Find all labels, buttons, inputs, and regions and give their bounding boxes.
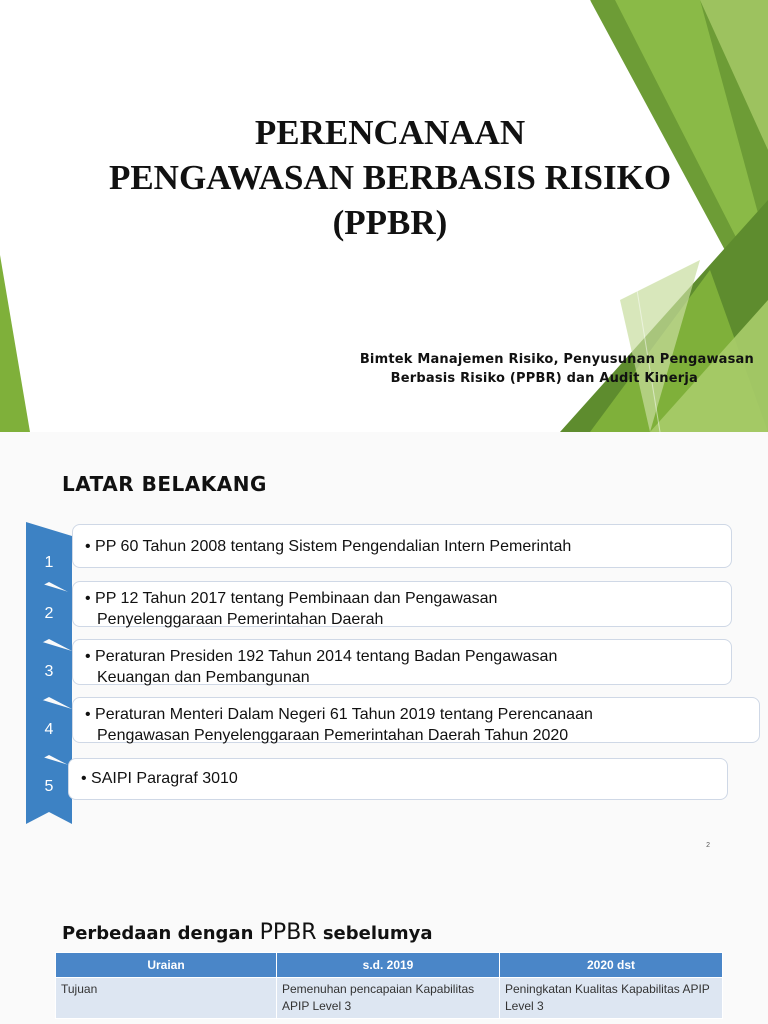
item-text: • PP 12 Tahun 2017 tentang Pembinaan dan Pengawasan [85, 590, 498, 607]
item-number: 4 [44, 721, 54, 738]
slide-title [0, 0, 768, 432]
comparison-table [55, 952, 723, 1019]
section-heading [62, 920, 432, 945]
item-text: • Peraturan Presiden 192 Tahun 2014 tentang Badan Pengawasan [85, 648, 558, 665]
item-text: • Peraturan Menteri Dalam Negeri 61 Tahun 2019 tentang Perencanaan [85, 706, 593, 723]
section-heading: LATAR BELAKANG [62, 472, 267, 496]
table-row [56, 978, 723, 1019]
item-text: • SAIPI Paragraf 3010 [81, 770, 238, 787]
item-text-box [72, 639, 732, 685]
page-number: 2 [706, 842, 710, 849]
item-number: 2 [44, 605, 54, 622]
item-text: • PP 60 Tahun 2008 tentang Sistem Pengendalian Intern Pemerintah [85, 538, 572, 555]
slide-latar-belakang [0, 432, 768, 852]
subtitle-line: Bimtek Manajemen Risiko, Penyusunan Pengawasan [359, 352, 754, 367]
table-cell: Pemenuhan pencapaian Kapabilitas APIP Level 3 [277, 978, 500, 1019]
table-header: Uraian [56, 953, 277, 978]
item-number: 3 [44, 663, 54, 680]
item-number: 1 [44, 554, 54, 571]
item-text-box [72, 697, 760, 743]
page-title [40, 110, 740, 245]
heading-text: Perbedaan dengan [62, 923, 260, 944]
subtitle [360, 350, 754, 388]
table-header-row [56, 953, 723, 978]
item-text: Penyelenggaraan Pemerintahan Daerah [97, 611, 384, 628]
table-cell: Peningkatan Kualitas Kapabilitas APIP Level 3 [500, 978, 723, 1019]
heading-text: sebelumya [316, 923, 433, 944]
title-line: PERENCANAAN [254, 113, 526, 152]
table-header: s.d. 2019 [277, 953, 500, 978]
table-header: 2020 dst [500, 953, 723, 978]
item-text: Keuangan dan Pembangunan [97, 669, 310, 686]
item-text: Pengawasan Penyelenggaraan Pemerintahan Daerah Tahun 2020 [97, 727, 569, 744]
item-text-box [72, 581, 732, 627]
title-line: PENGAWASAN BERBASIS RISIKO [108, 158, 672, 197]
item-text-box [68, 758, 728, 800]
item-text-box [72, 524, 732, 568]
subtitle-line: Berbasis Risiko (PPBR) dan Audit Kinerja [390, 371, 698, 386]
item-number: 5 [44, 778, 54, 795]
heading-text-large: PPBR [259, 920, 317, 945]
table-cell: Tujuan [56, 978, 277, 1019]
title-line: (PPBR) [332, 203, 448, 242]
slide-perbedaan [0, 852, 768, 1024]
